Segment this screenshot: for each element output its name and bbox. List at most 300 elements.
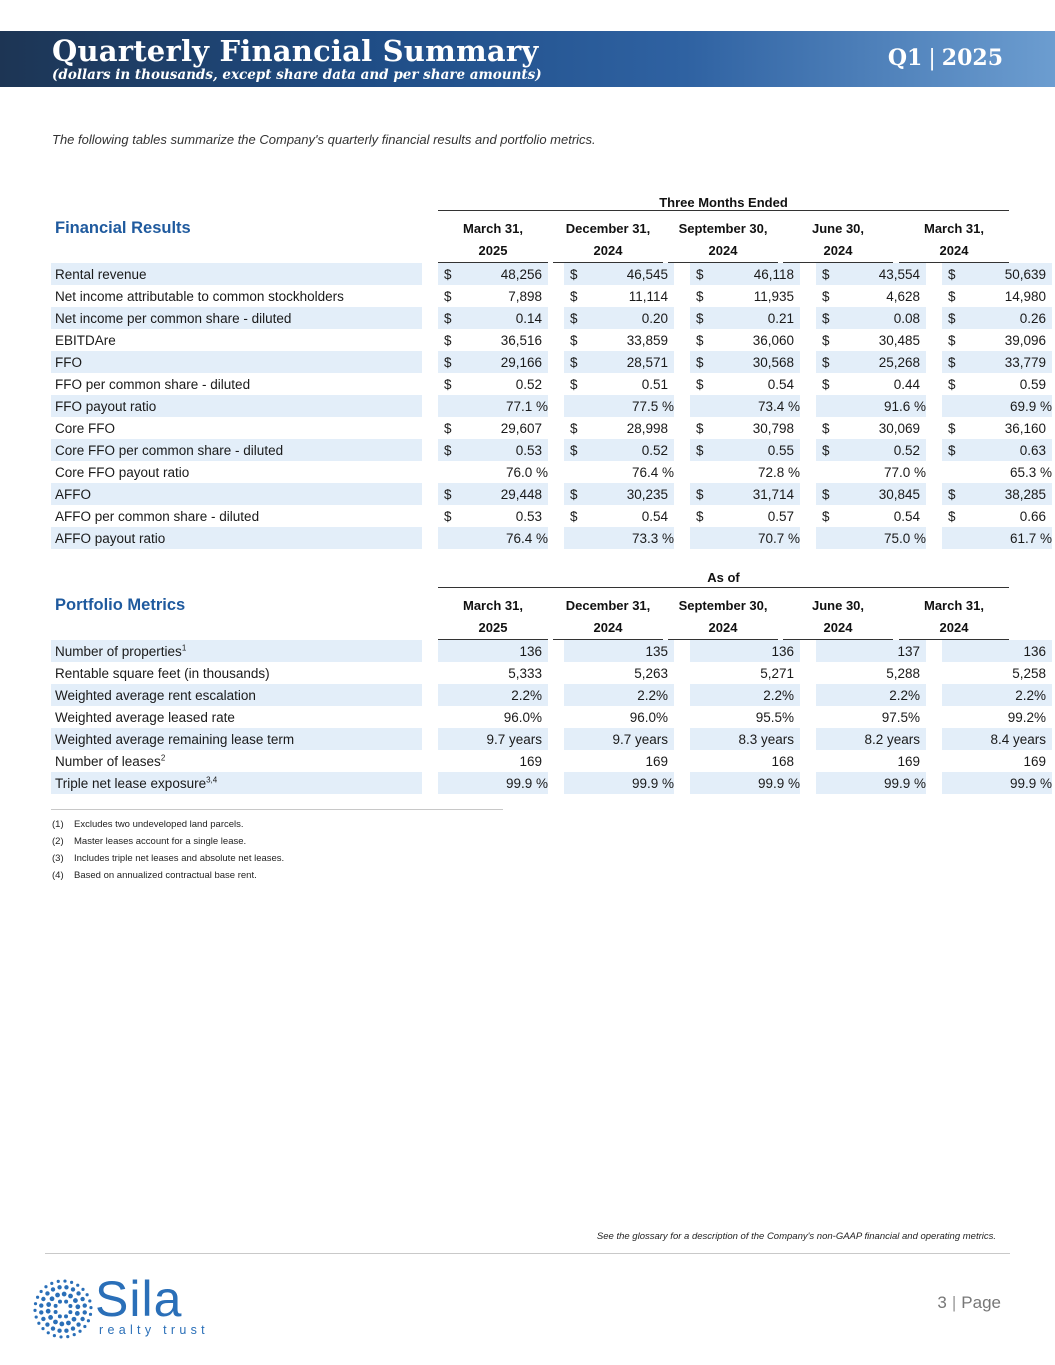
column-gap bbox=[422, 728, 438, 750]
column-gap bbox=[800, 527, 816, 549]
column-header-year: 2024 bbox=[823, 620, 853, 635]
row-label-text: Core FFO payout ratio bbox=[55, 464, 190, 480]
row-label-text: Weighted average remaining lease term bbox=[55, 731, 295, 747]
table-cell bbox=[816, 684, 926, 706]
cell-value: 99.9 % bbox=[631, 776, 674, 791]
column-gap bbox=[674, 395, 690, 417]
cell-value: 14,980 bbox=[1004, 289, 1046, 304]
table-cell bbox=[942, 728, 1052, 750]
cell-value: 11,935 bbox=[753, 289, 794, 304]
column-header-date: March 31, bbox=[924, 221, 984, 236]
table-cell bbox=[816, 307, 926, 329]
cell-value: 31,714 bbox=[752, 487, 794, 502]
portfolio-column-header bbox=[438, 595, 548, 639]
footnote-number: (3) bbox=[52, 853, 64, 864]
column-gap bbox=[422, 263, 438, 285]
currency-symbol: $ bbox=[444, 355, 452, 370]
column-header-year: 2024 bbox=[823, 243, 853, 258]
column-header-year: 2024 bbox=[708, 620, 738, 635]
row-label bbox=[51, 750, 422, 772]
column-header-date: March 31, bbox=[463, 598, 523, 613]
cell-value: 76.4 % bbox=[505, 531, 548, 546]
column-gap bbox=[422, 307, 438, 329]
currency-symbol: $ bbox=[444, 267, 452, 282]
column-gap bbox=[800, 640, 816, 662]
column-gap bbox=[926, 483, 942, 505]
table-cell bbox=[690, 285, 800, 307]
table-row bbox=[51, 483, 1052, 505]
row-label bbox=[51, 662, 422, 684]
sunburst-icon bbox=[33, 1276, 95, 1342]
table-cell bbox=[942, 750, 1052, 772]
column-gap bbox=[548, 483, 564, 505]
table-row bbox=[51, 285, 1052, 307]
column-header-year: 2025 bbox=[478, 620, 508, 635]
currency-symbol: $ bbox=[696, 377, 704, 392]
table-cell bbox=[564, 439, 674, 461]
table-cell bbox=[942, 395, 1052, 417]
row-label-text: Net income per common share - diluted bbox=[55, 310, 292, 326]
footnote-text: Includes triple net leases and absolute net leases. bbox=[74, 853, 285, 864]
column-gap bbox=[926, 285, 942, 307]
cell-value: 0.53 bbox=[515, 509, 542, 524]
row-label bbox=[51, 706, 422, 728]
row-label-text: Net income attributable to common stockholders bbox=[55, 288, 344, 304]
column-gap bbox=[422, 417, 438, 439]
currency-symbol: $ bbox=[822, 333, 830, 348]
financial-column-header bbox=[438, 218, 548, 262]
table-cell bbox=[564, 706, 674, 728]
currency-symbol: $ bbox=[822, 443, 830, 458]
footnote-number: (4) bbox=[52, 870, 64, 881]
table-cell bbox=[690, 728, 800, 750]
column-header-date: September 30, bbox=[678, 221, 768, 236]
row-label-text: Number of properties bbox=[55, 643, 182, 659]
table-cell bbox=[690, 772, 800, 794]
table-cell bbox=[564, 285, 674, 307]
table-cell bbox=[942, 351, 1052, 373]
row-label-text: FFO bbox=[55, 354, 82, 370]
column-gap bbox=[548, 728, 564, 750]
table-cell bbox=[564, 684, 674, 706]
cell-value: 2.2% bbox=[511, 688, 542, 703]
column-gap bbox=[926, 640, 942, 662]
portfolio-column-header bbox=[668, 595, 778, 639]
column-gap bbox=[674, 351, 690, 373]
column-gap bbox=[548, 373, 564, 395]
footnote-text: Based on annualized contractual base rent. bbox=[74, 870, 257, 881]
cell-value: 25,268 bbox=[878, 355, 920, 370]
column-gap bbox=[422, 706, 438, 728]
cell-value: 0.53 bbox=[515, 443, 542, 458]
table-cell bbox=[942, 263, 1052, 285]
column-gap bbox=[422, 662, 438, 684]
row-label bbox=[51, 483, 422, 505]
currency-symbol: $ bbox=[570, 487, 578, 502]
currency-symbol: $ bbox=[822, 421, 830, 436]
table-cell bbox=[942, 684, 1052, 706]
column-gap bbox=[800, 750, 816, 772]
table-cell bbox=[816, 417, 926, 439]
table-cell bbox=[438, 351, 548, 373]
table-cell bbox=[564, 351, 674, 373]
row-label-text: AFFO bbox=[55, 486, 91, 502]
table-cell bbox=[564, 728, 674, 750]
table-row bbox=[51, 417, 1052, 439]
row-label-text: Triple net lease exposure bbox=[55, 775, 207, 791]
column-gap bbox=[800, 417, 816, 439]
table-cell bbox=[438, 640, 548, 662]
cell-value: 61.7 % bbox=[1009, 531, 1052, 546]
currency-symbol: $ bbox=[948, 487, 956, 502]
table-row bbox=[51, 439, 1052, 461]
cell-value: 5,288 bbox=[886, 666, 920, 681]
column-gap bbox=[800, 483, 816, 505]
column-gap bbox=[422, 750, 438, 772]
column-gap bbox=[548, 527, 564, 549]
cell-value: 0.54 bbox=[767, 377, 794, 392]
cell-value: 29,448 bbox=[500, 487, 542, 502]
column-gap bbox=[800, 351, 816, 373]
column-gap bbox=[548, 395, 564, 417]
cell-value: 2.2% bbox=[763, 688, 794, 703]
cell-value: 39,096 bbox=[1004, 333, 1046, 348]
table-row bbox=[51, 706, 1052, 728]
page-title: Quarterly Financial Summary bbox=[52, 34, 539, 68]
table-cell bbox=[690, 373, 800, 395]
column-gap bbox=[674, 461, 690, 483]
currency-symbol: $ bbox=[948, 421, 956, 436]
portfolio-column-header bbox=[553, 595, 663, 639]
financial-column-header bbox=[783, 218, 893, 262]
column-gap bbox=[674, 684, 690, 706]
cell-value: 30,568 bbox=[752, 355, 794, 370]
column-gap bbox=[926, 772, 942, 794]
table-cell bbox=[438, 483, 548, 505]
currency-symbol: $ bbox=[696, 333, 704, 348]
table-row bbox=[51, 329, 1052, 351]
column-gap bbox=[674, 329, 690, 351]
cell-value: 99.9 % bbox=[757, 776, 800, 791]
cell-value: 0.63 bbox=[1019, 443, 1046, 458]
table-cell bbox=[942, 439, 1052, 461]
column-gap bbox=[674, 307, 690, 329]
table-cell bbox=[564, 461, 674, 483]
column-gap bbox=[548, 772, 564, 794]
column-header-date: June 30, bbox=[811, 598, 865, 613]
table-cell bbox=[690, 439, 800, 461]
cell-value: 5,333 bbox=[508, 666, 542, 681]
currency-symbol: $ bbox=[444, 421, 452, 436]
currency-symbol: $ bbox=[570, 289, 578, 304]
cell-value: 30,845 bbox=[878, 487, 920, 502]
column-gap bbox=[422, 640, 438, 662]
page-subtitle: (dollars in thousands, except share data and per share amounts) bbox=[52, 67, 542, 83]
currency-symbol: $ bbox=[570, 267, 578, 282]
header-banner bbox=[0, 31, 1055, 87]
table-cell bbox=[438, 505, 548, 527]
footer-divider bbox=[45, 1253, 1010, 1254]
footnote-text: Excludes two undeveloped land parcels. bbox=[74, 819, 244, 830]
column-header-date: December 31, bbox=[565, 598, 651, 613]
table-cell bbox=[564, 373, 674, 395]
column-header-year: 2024 bbox=[593, 620, 623, 635]
footnote-ref: 1 bbox=[181, 643, 187, 652]
financial-results-title: Financial Results bbox=[55, 219, 191, 237]
cell-value: 77.1 % bbox=[505, 399, 548, 414]
column-header-date: March 31, bbox=[924, 598, 984, 613]
table-cell bbox=[816, 640, 926, 662]
currency-symbol: $ bbox=[570, 311, 578, 326]
cell-value: 0.26 bbox=[1019, 311, 1046, 326]
table-cell bbox=[690, 483, 800, 505]
column-gap bbox=[926, 505, 942, 527]
currency-symbol: $ bbox=[822, 289, 830, 304]
row-label-text: AFFO per common share - diluted bbox=[55, 508, 260, 524]
table-cell bbox=[942, 285, 1052, 307]
column-gap bbox=[674, 728, 690, 750]
cell-value: 30,235 bbox=[626, 487, 668, 502]
table-cell bbox=[942, 483, 1052, 505]
sila-logo bbox=[33, 1271, 213, 1342]
table-cell bbox=[690, 527, 800, 549]
year: 2025 bbox=[941, 45, 1003, 71]
column-gap bbox=[800, 285, 816, 307]
column-gap bbox=[674, 706, 690, 728]
table-cell bbox=[564, 750, 674, 772]
table-cell bbox=[942, 706, 1052, 728]
row-label bbox=[51, 527, 422, 549]
table-row bbox=[51, 640, 1052, 662]
column-gap bbox=[674, 263, 690, 285]
currency-symbol: $ bbox=[696, 421, 704, 436]
column-gap bbox=[548, 351, 564, 373]
row-label-text: Rentable square feet (in thousands) bbox=[55, 665, 270, 681]
cell-value: 168 bbox=[771, 754, 794, 769]
table-row bbox=[51, 662, 1052, 684]
column-gap bbox=[422, 772, 438, 794]
financial-column-header bbox=[668, 218, 778, 262]
cell-value: 36,060 bbox=[752, 333, 794, 348]
quarter: Q1 bbox=[887, 45, 923, 71]
cell-value: 36,160 bbox=[1004, 421, 1046, 436]
table-cell bbox=[942, 662, 1052, 684]
column-gap bbox=[800, 706, 816, 728]
column-header-year: 2024 bbox=[708, 243, 738, 258]
table-cell bbox=[942, 329, 1052, 351]
column-gap bbox=[548, 684, 564, 706]
table-cell bbox=[816, 329, 926, 351]
table-cell bbox=[690, 417, 800, 439]
cell-value: 0.21 bbox=[767, 311, 794, 326]
row-label bbox=[51, 373, 422, 395]
column-gap bbox=[926, 417, 942, 439]
table-cell bbox=[438, 527, 548, 549]
table-cell bbox=[564, 417, 674, 439]
cell-value: 9.7 years bbox=[486, 732, 542, 747]
column-gap bbox=[548, 505, 564, 527]
cell-value: 33,859 bbox=[626, 333, 668, 348]
column-gap bbox=[548, 307, 564, 329]
cell-value: 96.0% bbox=[629, 710, 668, 725]
financial-group-rule bbox=[438, 210, 1009, 211]
currency-symbol: $ bbox=[696, 289, 704, 304]
row-label bbox=[51, 351, 422, 373]
cell-value: 91.6 % bbox=[883, 399, 926, 414]
cell-value: 0.52 bbox=[893, 443, 920, 458]
cell-value: 76.0 % bbox=[505, 465, 548, 480]
footnote bbox=[52, 836, 284, 853]
cell-value: 69.9 % bbox=[1009, 399, 1052, 414]
cell-value: 46,118 bbox=[753, 267, 794, 282]
table-cell bbox=[942, 461, 1052, 483]
table-cell bbox=[438, 417, 548, 439]
table-cell bbox=[816, 373, 926, 395]
footnote bbox=[52, 870, 284, 887]
column-gap bbox=[548, 263, 564, 285]
column-gap bbox=[926, 329, 942, 351]
table-cell bbox=[690, 461, 800, 483]
cell-value: 169 bbox=[1023, 754, 1046, 769]
row-label-text: Rental revenue bbox=[55, 266, 147, 282]
cell-value: 97.5% bbox=[881, 710, 920, 725]
cell-value: 135 bbox=[645, 644, 668, 659]
column-gap bbox=[800, 461, 816, 483]
table-cell bbox=[438, 750, 548, 772]
glossary-note: See the glossary for a description of the Company's non-GAAP financial and operating metrics. bbox=[596, 1231, 996, 1242]
column-gap bbox=[800, 373, 816, 395]
cell-value: 0.66 bbox=[1019, 509, 1046, 524]
cell-value: 0.54 bbox=[641, 509, 668, 524]
currency-symbol: $ bbox=[570, 377, 578, 392]
financial-group-label: Three Months Ended bbox=[659, 195, 788, 210]
table-cell bbox=[690, 750, 800, 772]
cell-value: 8.3 years bbox=[738, 732, 794, 747]
table-cell bbox=[942, 640, 1052, 662]
column-gap bbox=[926, 373, 942, 395]
column-gap bbox=[422, 285, 438, 307]
row-label bbox=[51, 505, 422, 527]
cell-value: 136 bbox=[1023, 644, 1046, 659]
table-row bbox=[51, 505, 1052, 527]
column-gap bbox=[548, 461, 564, 483]
currency-symbol: $ bbox=[696, 311, 704, 326]
cell-value: 72.8 % bbox=[757, 465, 800, 480]
table-cell bbox=[438, 395, 548, 417]
currency-symbol: $ bbox=[696, 487, 704, 502]
cell-value: 73.3 % bbox=[631, 531, 674, 546]
column-gap bbox=[926, 706, 942, 728]
table-cell bbox=[438, 439, 548, 461]
table-row bbox=[51, 461, 1052, 483]
cell-value: 0.59 bbox=[1019, 377, 1046, 392]
table-cell bbox=[438, 461, 548, 483]
column-gap bbox=[926, 662, 942, 684]
table-cell bbox=[564, 662, 674, 684]
table-cell bbox=[816, 706, 926, 728]
table-cell bbox=[690, 351, 800, 373]
column-gap bbox=[422, 483, 438, 505]
column-gap bbox=[548, 329, 564, 351]
cell-value: 136 bbox=[771, 644, 794, 659]
column-gap bbox=[926, 395, 942, 417]
table-cell bbox=[564, 307, 674, 329]
financial-column-header bbox=[553, 218, 663, 262]
column-header-date: June 30, bbox=[811, 221, 865, 236]
cell-value: 99.9 % bbox=[1009, 776, 1052, 791]
currency-symbol: $ bbox=[570, 443, 578, 458]
table-cell bbox=[816, 285, 926, 307]
portfolio-group-rule bbox=[438, 587, 1009, 588]
table-cell bbox=[690, 684, 800, 706]
cell-value: 0.51 bbox=[641, 377, 668, 392]
cell-value: 0.20 bbox=[641, 311, 668, 326]
cell-value: 0.57 bbox=[767, 509, 794, 524]
currency-symbol: $ bbox=[822, 311, 830, 326]
currency-symbol: $ bbox=[696, 509, 704, 524]
column-gap bbox=[674, 373, 690, 395]
portfolio-column-header bbox=[899, 595, 1009, 639]
table-cell bbox=[816, 505, 926, 527]
column-gap bbox=[800, 662, 816, 684]
footnote-ref: 2 bbox=[160, 753, 166, 762]
currency-symbol: $ bbox=[948, 289, 956, 304]
table-cell bbox=[816, 351, 926, 373]
row-label-text: Core FFO bbox=[55, 420, 116, 436]
page-number bbox=[937, 1293, 1001, 1313]
column-gap bbox=[548, 285, 564, 307]
table-cell bbox=[564, 772, 674, 794]
currency-symbol: $ bbox=[444, 311, 452, 326]
currency-symbol: $ bbox=[444, 509, 452, 524]
table-cell bbox=[438, 728, 548, 750]
portfolio-metrics-title: Portfolio Metrics bbox=[55, 596, 186, 614]
column-gap bbox=[548, 706, 564, 728]
cell-value: 65.3 % bbox=[1009, 465, 1052, 480]
column-header-year: 2024 bbox=[593, 243, 623, 258]
currency-symbol: $ bbox=[570, 509, 578, 524]
currency-symbol: $ bbox=[948, 443, 956, 458]
footnote bbox=[52, 853, 284, 870]
cell-value: 0.08 bbox=[893, 311, 920, 326]
row-label bbox=[51, 285, 422, 307]
column-gap bbox=[422, 439, 438, 461]
page-label: Page bbox=[961, 1293, 1001, 1312]
table-cell bbox=[942, 505, 1052, 527]
table-cell bbox=[816, 263, 926, 285]
row-label bbox=[51, 684, 422, 706]
table-row bbox=[51, 728, 1052, 750]
logo-tagline: realty trust bbox=[99, 1323, 209, 1337]
table-cell bbox=[438, 329, 548, 351]
row-label-text: Number of leases bbox=[55, 753, 161, 769]
column-header-date: September 30, bbox=[678, 598, 768, 613]
table-cell bbox=[438, 706, 548, 728]
table-cell bbox=[564, 527, 674, 549]
table-cell bbox=[438, 263, 548, 285]
cell-value: 38,285 bbox=[1004, 487, 1046, 502]
cell-value: 30,485 bbox=[878, 333, 920, 348]
table-cell bbox=[816, 439, 926, 461]
currency-symbol: $ bbox=[948, 333, 956, 348]
logo-wordmark: Sila bbox=[95, 1271, 183, 1327]
currency-symbol: $ bbox=[570, 333, 578, 348]
row-label-text: Weighted average rent escalation bbox=[55, 687, 256, 703]
table-cell bbox=[690, 505, 800, 527]
table-cell bbox=[942, 772, 1052, 794]
table-cell bbox=[690, 662, 800, 684]
cell-value: 0.14 bbox=[515, 311, 542, 326]
